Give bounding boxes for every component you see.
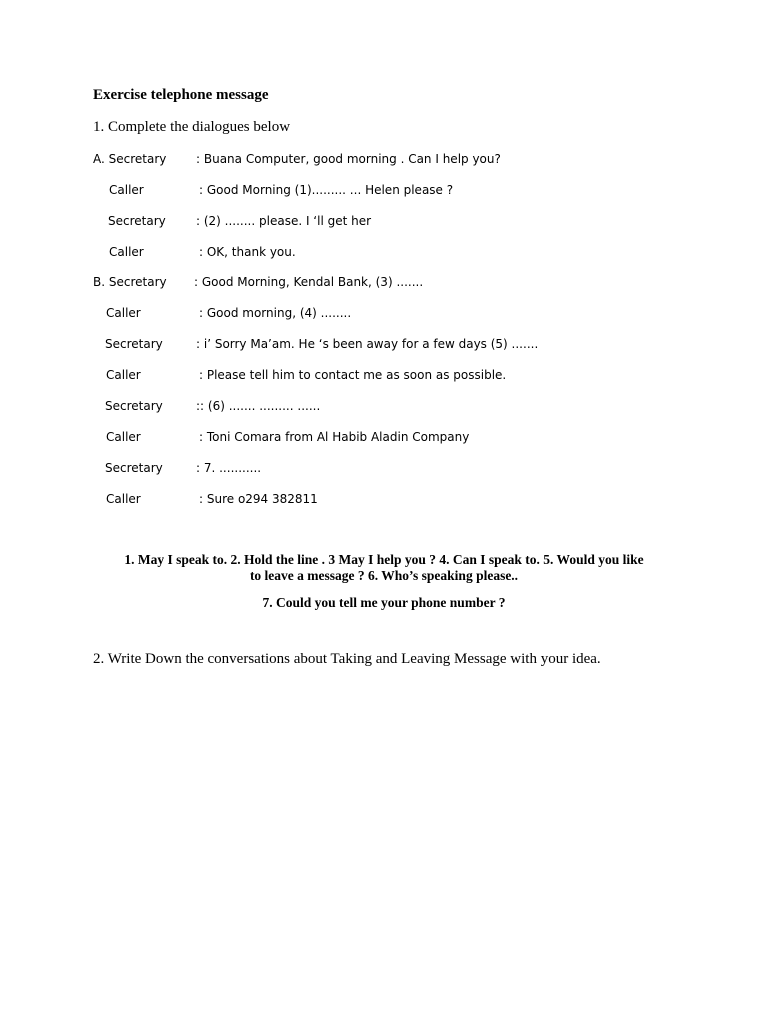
utterance-text: : Buana Computer, good morning . Can I help you?: [196, 152, 501, 166]
utterance-text: : i’ Sorry Ma’am. He ‘s been away for a few days (5) .......: [196, 337, 539, 351]
speaker-label: Caller: [106, 306, 141, 320]
utterance-text: :: (6) ....... ......... ......: [196, 399, 321, 413]
speaker-label: Secretary: [105, 337, 163, 351]
answer-options-line-1: 1. May I speak to. 2. Hold the line . 3 May I help you ? 4. Can I speak to. 5. Would you like: [124, 552, 644, 567]
utterance-text: : Sure o294 382811: [199, 492, 318, 506]
answer-option-7: 7. Could you tell me your phone number ?: [262, 595, 506, 610]
answer-options: [0, 552, 768, 584]
speaker-label: Caller: [106, 368, 141, 382]
utterance-text: : Please tell him to contact me as soon as possible.: [199, 368, 507, 382]
utterance-text: : Good morning, (4) ........: [199, 306, 352, 320]
speaker-label: Caller: [109, 183, 144, 197]
speaker-label: B. Secretary: [93, 275, 167, 289]
question-1: 1. Complete the dialogues below: [93, 119, 291, 135]
utterance-text: : Good Morning, Kendal Bank, (3) .......: [194, 275, 424, 289]
question-2: 2. Write Down the conversations about Taking and Leaving Message with your idea.: [93, 651, 601, 667]
speaker-label: Caller: [106, 430, 141, 444]
speaker-label: Secretary: [105, 461, 163, 475]
speaker-label: Caller: [109, 245, 144, 259]
utterance-text: : OK, thank you.: [199, 245, 296, 259]
exercise-title: Exercise telephone message: [93, 87, 269, 103]
utterance-text: : Good Morning (1)......... ... Helen please ?: [199, 183, 454, 197]
answer-options-line-2: to leave a message ? 6. Who’s speaking please..: [249, 568, 519, 583]
speaker-label: Secretary: [108, 214, 166, 228]
speaker-label: Caller: [106, 492, 141, 506]
utterance-text: : (2) ........ please. I ‘ll get her: [196, 214, 372, 228]
utterance-text: : Toni Comara from Al Habib Aladin Company: [199, 430, 470, 444]
utterance-text: : 7. ...........: [196, 461, 262, 475]
speaker-label: A. Secretary: [93, 152, 167, 166]
speaker-label: Secretary: [105, 399, 163, 413]
